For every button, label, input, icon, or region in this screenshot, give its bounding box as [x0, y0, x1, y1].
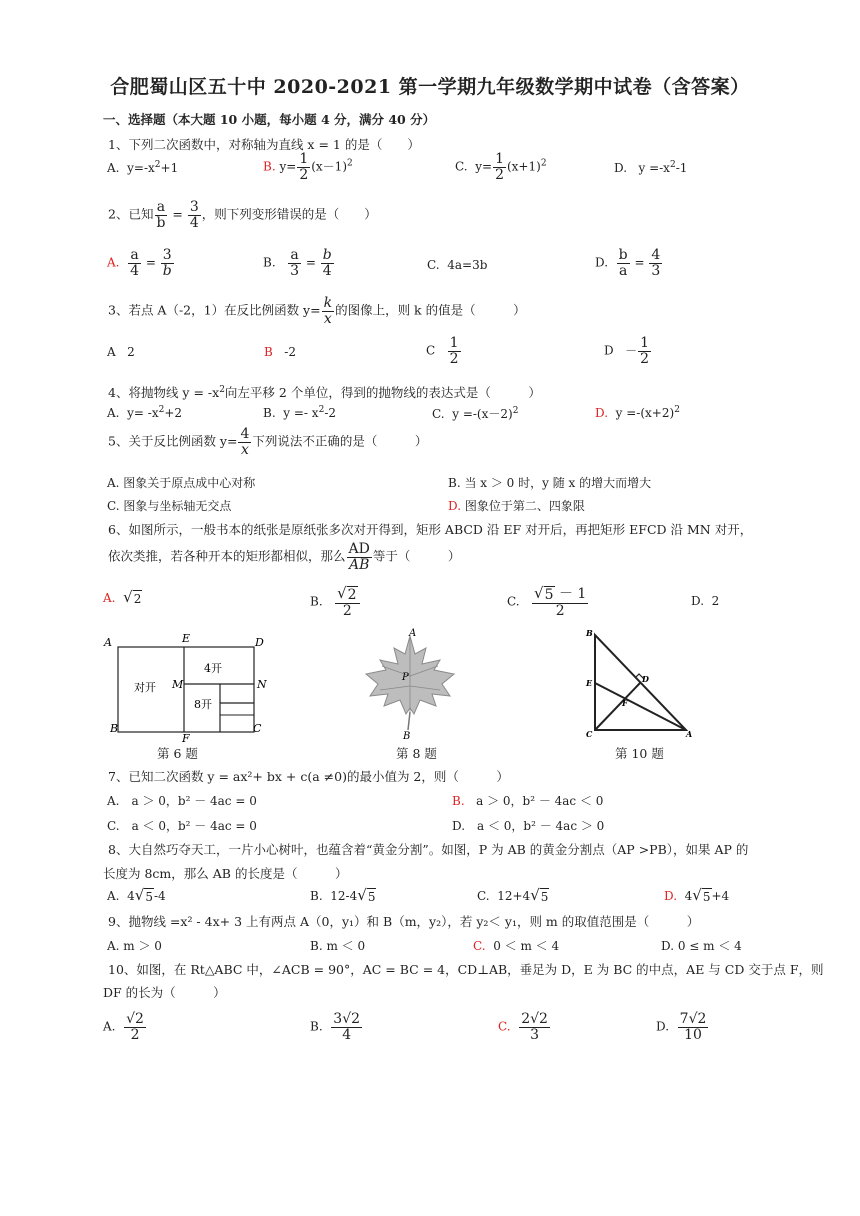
q6-stem-line2: 依次类推，若各种开本的矩形都相似，那么 $\frac{AD}{AB}$ 等于（ ）	[108, 541, 461, 573]
q3-option-a: A 2	[107, 345, 135, 359]
q7-stem: 7、已知二次函数 y = ax²+ bx + c(a ≠0)的最小值为 2，则（ ）	[108, 769, 509, 784]
fig8-label-P: P	[402, 672, 409, 683]
figure-8-caption: 第 8 题	[396, 746, 437, 761]
q2-option-a: A. $\frac{a}{4}$ = $\frac{3}{b}$	[107, 247, 172, 279]
q7-option-a: A. a ＞ 0，b² － 4ac = 0	[107, 794, 257, 808]
q9-option-d: D. 0 ≤ m ＜ 4	[661, 939, 742, 953]
q5-option-b: B. 当 x ＞ 0 时，y 随 x 的增大而增大	[448, 476, 652, 490]
q1-option-b: B. y= $\frac{1}{2}$ $(x-1)^2$	[263, 151, 353, 183]
q9-option-a: A. m ＞ 0	[107, 939, 162, 953]
fig6-label-N: N	[257, 678, 267, 691]
q8-option-b: B. 12-4 √ 5	[310, 886, 376, 904]
q9-option-c: C. 0 ＜ m ＜ 4	[473, 939, 560, 953]
fig6-label-B: B	[110, 722, 119, 735]
q5-option-c: C. 图象与坐标轴无交点	[107, 499, 232, 513]
q5-option-a: A. 图象关于原点成中心对称	[107, 476, 256, 490]
q10-stem-line2: DF 的长为（ ）	[103, 985, 226, 1000]
q6-option-a: A. √ 2	[103, 588, 142, 606]
q1-stem: 1、下列二次函数中，对称轴为直线 x = 1 的是（ ）	[108, 137, 420, 152]
fig8-label-A: A	[409, 628, 417, 639]
q3-option-d: D － $\frac{1}{2}$	[604, 335, 650, 367]
q10-option-d: D. $\frac{7√2}{10}$	[656, 1011, 707, 1043]
fig6-label-8kai: 8开	[194, 698, 212, 711]
q1-option-c: C. y= $\frac{1}{2}$ $(x+1)^2$	[455, 151, 547, 183]
q3-stem: 3、若点 A（-2，1）在反比例函数 y= $\frac{k}{x}$ 的图像上，则 k 的值是（ ）	[108, 295, 526, 327]
fig6-label-F: F	[182, 732, 190, 742]
q7-option-b: B. a ＞ 0，b² － 4ac ＜ 0	[452, 794, 604, 808]
q2-option-d: D. $\frac{b}{a}$ = $\frac{4}{3}$	[595, 247, 661, 279]
figure-10-caption: 第 10 题	[615, 746, 664, 761]
q8-stem-line2: 长度为 8cm，那么 AB 的长度是（ ）	[103, 866, 348, 881]
fig6-label-D: D	[255, 636, 264, 649]
q7-option-d: D. a ＜ 0，b² － 4ac ＞ 0	[452, 819, 605, 833]
q10-stem-line1: 10、如图，在 Rt△ABC 中，∠ACB = 90°，AC = BC = 4，CD⊥AB，垂足为 D，E 为 BC 的中点，AE 与 CD 交于点 F，则	[108, 962, 824, 977]
q4-option-a: A. $y= -x^2+2$	[107, 405, 183, 420]
q3-option-b: B -2	[264, 345, 296, 359]
q2-option-c: C. 4a=3b	[427, 258, 488, 272]
q8-option-d: D. 4 √ 5 +4	[664, 886, 730, 904]
q8-option-a: A. 4 √ 5 -4	[107, 886, 166, 904]
fig10-label-A: A	[686, 729, 693, 739]
fig10-label-B: B	[586, 628, 593, 638]
fig10-label-C: C	[586, 729, 593, 739]
q4-option-c: C. $y =-(x-2)^2$	[432, 406, 519, 421]
q2-option-b: B. $\frac{a}{3}$ = $\frac{b}{4}$	[263, 247, 332, 279]
figure-6-rectangles	[100, 630, 280, 742]
q8-stem-line1: 8、大自然巧夺天工，一片小心树叶，也蕴含着“黄金分割”。如图，P 为 AB 的黄金分割点（AP >PB），如果 AP 的	[108, 842, 749, 857]
figure-8-leaf	[354, 626, 466, 740]
fig6-label-4kai: 4开	[204, 662, 222, 675]
fig10-label-D: D	[642, 674, 649, 684]
q9-option-b: B. m ＜ 0	[310, 939, 366, 953]
q6-option-d: D. 2	[691, 594, 720, 608]
q3-option-c: C $\frac{1}{2}$	[426, 335, 459, 367]
q4-option-d: D. $y =-(x+2)^2$	[595, 405, 680, 420]
q1-option-d: D. $y =-x^2-1$	[614, 160, 688, 175]
section-heading: 一、选择题（本大题 10 小题，每小题 4 分，满分 40 分）	[103, 112, 436, 127]
q4-stem: 4、将抛物线 $y = -x^2$向左平移 2 个单位，得到的抛物线的表达式是（ ）	[108, 384, 541, 400]
fig6-label-duikai: 对开	[134, 681, 156, 694]
q6-stem-line1: 6、如图所示，一般书本的纸张是原纸张多次对开得到，矩形 ABCD 沿 EF 对开后，再把矩形 EFCD 沿 MN 对开，	[108, 522, 753, 537]
page-title: 合肥蜀山区五十中 2020-2021 第一学期九年级数学期中试卷（含答案）	[110, 76, 750, 98]
fig6-label-C: C	[253, 722, 262, 735]
q4-option-b: B. $y =- x^2-2$	[263, 405, 337, 420]
q8-option-c: C. 12+4 √ 5	[477, 886, 549, 904]
fig6-label-A: A	[104, 636, 112, 649]
q5-option-d: D. 图象位于第二、四象限	[448, 499, 585, 513]
q6-option-b: B. √ 2 2	[310, 586, 361, 618]
q10-option-a: A. $\frac{√2}{2}$	[103, 1011, 144, 1043]
q6-option-c: C. √ 5 － 1 2	[507, 584, 587, 619]
q9-stem: 9、抛物线 =x² - 4x+ 3 上有两点 A（0，y₁）和 B（m，y₂），若 y₂＜ y₁，则 m 的取值范围是（ ）	[108, 914, 700, 929]
fig10-label-F: F	[622, 698, 628, 708]
q2-stem: 2、已知 $\frac{a}{b}$ = $\frac{3}{4}$ ，则下列变形错误的是（ ）	[108, 199, 377, 231]
fig6-label-M: M	[172, 678, 184, 691]
q5-stem: 5、关于反比例函数 y= $\frac{4}{x}$ 下列说法不正确的是（ ）	[108, 426, 428, 458]
figure-10-triangle	[582, 626, 698, 740]
fig8-label-B: B	[403, 731, 411, 740]
q10-option-b: B. $\frac{3√2}{4}$	[310, 1011, 361, 1043]
q1-option-a: A. $y=-x^2+1$	[107, 160, 179, 175]
figure-6-caption: 第 6 题	[157, 746, 198, 761]
q10-option-c: C. $\frac{2√2}{3}$	[498, 1011, 548, 1043]
fig6-label-E: E	[182, 632, 191, 645]
fig10-label-E: E	[586, 678, 593, 688]
q7-option-c: C. a ＜ 0，b² － 4ac = 0	[107, 819, 257, 833]
